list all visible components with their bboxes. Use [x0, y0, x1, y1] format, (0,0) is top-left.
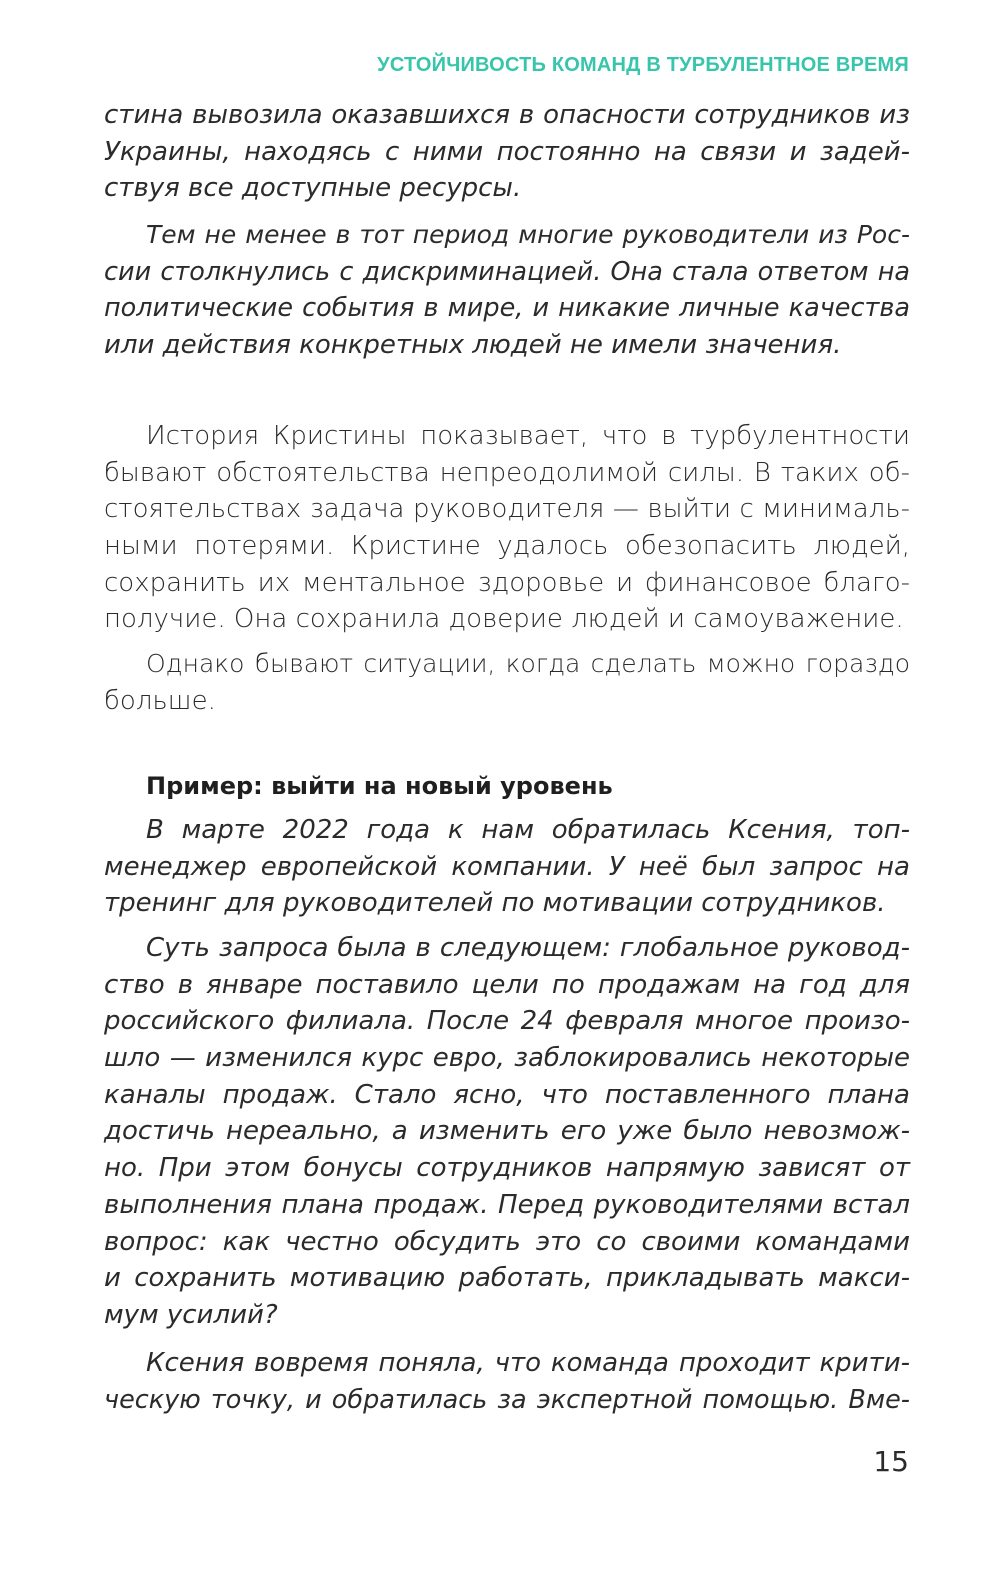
text-line: и сохранить мотивацию работать, прикладывать макси-: [104, 1263, 910, 1294]
text-line: В марте 2022 года к нам обратилась Ксения, топ-: [146, 815, 910, 845]
text-line: достичь нереально, а изменить его уже было невозмож-: [104, 1116, 910, 1147]
text-line: Однако бывают ситуации, когда сделать можно гораздо: [146, 649, 910, 678]
text-line: шло — изменился курс евро, заблокировались некоторые: [104, 1043, 910, 1074]
text-line: политические события в мире, и никакие личные качества: [104, 293, 910, 324]
text-line: Суть запроса была в следующем: глобальное руковод-: [146, 933, 910, 963]
text-line: мум усилий?: [104, 1299, 278, 1330]
text-line: или действия конкретных людей не имели значения.: [104, 330, 842, 361]
text-line: ствуя все доступные ресурсы.: [104, 173, 522, 204]
text-line: вопрос: как честно обсудить это со своими командами: [104, 1226, 910, 1257]
text-line: сохранить их ментальное здоровье и финансовое благо-: [104, 567, 910, 598]
text-line: но. При этом бонусы сотрудников напрямую зависят от: [104, 1153, 910, 1184]
text-line: История Кристины показывает, что в турбулентности: [146, 421, 910, 451]
paragraph-1: [104, 97, 910, 207]
paragraph-7: [104, 1345, 910, 1418]
text-line: стоятельствах задача руководителя — выйти с минималь-: [104, 494, 910, 525]
text-line: бывают обстоятельства непреодолимой силы. В таких об-: [104, 457, 910, 488]
running-head: УСТОЙЧИВОСТЬ КОМАНД В ТУРБУЛЕНТНОЕ ВРЕМЯ: [377, 54, 909, 76]
text-line: российского филиала. После 24 февраля многое произо-: [104, 1006, 910, 1037]
text-line: сии столкнулись с дискриминацией. Она стала ответом на: [104, 256, 910, 287]
text-line: тренинг для руководителей по мотивации сотрудников.: [104, 888, 886, 919]
text-line: Ксения вовремя поняла, что команда проходит крити-: [146, 1348, 910, 1378]
page-number: 15: [873, 1445, 909, 1478]
paragraph-3: [104, 418, 910, 638]
text-line: Тем не менее в тот период многие руководители из Рос-: [146, 220, 910, 249]
text-line: получие. Она сохранила доверие людей и самоуважение.: [104, 604, 904, 635]
text-line: больше.: [104, 685, 216, 716]
text-line: выполнения плана продаж. Перед руководителями встал: [104, 1189, 910, 1220]
section-heading: Пример: выйти на новый уровень: [146, 772, 613, 800]
text-line: Украины, находясь с ними постоянно на связи и задей-: [104, 136, 910, 167]
text-line: менеджер европейской компании. У неё был запрос на: [104, 851, 910, 882]
paragraph-6: [104, 930, 910, 1334]
text-line: ческую точку, и обратилась за экспертной помощью. Вме-: [104, 1384, 910, 1415]
text-line: каналы продаж. Стало ясно, что поставленного плана: [104, 1079, 910, 1110]
paragraph-4: [104, 646, 910, 719]
text-line: ство в январе поставило цели по продажам на год для: [104, 969, 910, 1000]
text-line: стина вывозила оказавшихся в опасности сотрудников из: [104, 100, 910, 130]
text-line: ными потерями. Кристине удалось обезопасить людей,: [104, 531, 910, 562]
paragraph-2: [104, 217, 910, 364]
paragraph-5: [104, 812, 910, 922]
